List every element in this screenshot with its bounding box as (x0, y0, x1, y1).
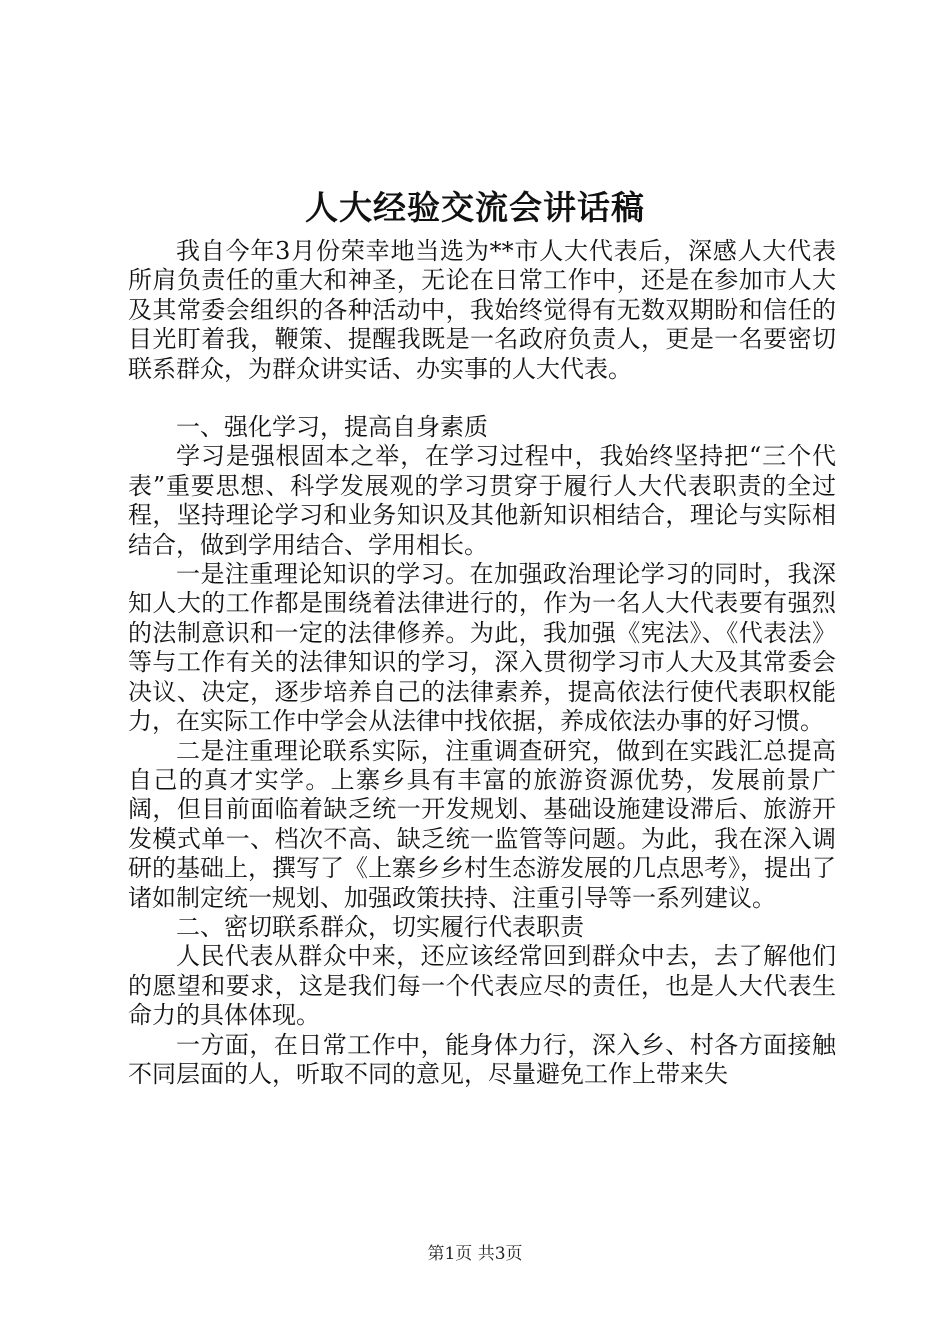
page-number-footer: 第1页 共3页 (427, 1244, 523, 1264)
paragraph: 学习是强根固本之举，在学习过程中，我始终坚持把“三个代表”重要思想、科学发展观的学习贯穿于履行人大代表职责的全过程，坚持理论学习和业务知识及其他新知识相结合，理论与实际相结合，做到学用结合、学用相长。 (128, 442, 836, 559)
paragraph-intro: 我自今年3月份荣幸地当选为**市人大代表后，深感人大代表所肩负责任的重大和神圣，无论在日常工作中，还是在参加市人大及其常委会组织的各种活动中，我始终觉得有无数双期盼和信任的目光盯着我，鞭策、提醒我既是一名政府负责人，更是一名要密切联系群众，为群众讲实话、办实事的人大代表。 (128, 237, 836, 383)
document-title: 人大经验交流会讲话稿 (305, 188, 645, 227)
document-body (128, 237, 836, 1089)
paragraph: 一是注重理论知识的学习。在加强政治理论学习的同时，我深知人大的工作都是围绕着法律进行的，作为一名人大代表要有强烈的法制意识和一定的法律修养。为此，我加强《宪法》、《代表法》等与工作有关的法律知识的学习，深入贯彻学习市人大及其常委会决议、决定，逐步培养自己的法律素养，提高依法行使代表职权能力，在实际工作中学会从法律中找依据，养成依法办事的好习惯。 (128, 560, 836, 736)
section-heading-2: 二、密切联系群众，切实履行代表职责 (176, 912, 584, 941)
paragraph: 人民代表从群众中来，还应该经常回到群众中去，去了解他们的愿望和要求，这是我们每一个代表应尽的责任，也是人大代表生命力的具体体现。 (128, 942, 836, 1030)
paragraph: 一方面，在日常工作中，能身体力行，深入乡、村各方面接触不同层面的人，听取不同的意见，尽量避免工作上带来失 (128, 1030, 836, 1088)
paragraph: 二是注重理论联系实际，注重调查研究，做到在实践汇总提高自己的真才实学。上寨乡具有丰富的旅游资源优势，发展前景广阔，但目前面临着缺乏统一开发规划、基础设施建设滞后、旅游开发模式单一、档次不高、缺乏统一监管等问题。为此，我在深入调研的基础上，撰写了《上寨乡乡村生态游发展的几点思考》，提出了诸如制定统一规划、加强政策扶持、注重引导等一系列建议。 (128, 736, 836, 912)
section-heading-1: 一、强化学习，提高自身素质 (176, 413, 488, 442)
